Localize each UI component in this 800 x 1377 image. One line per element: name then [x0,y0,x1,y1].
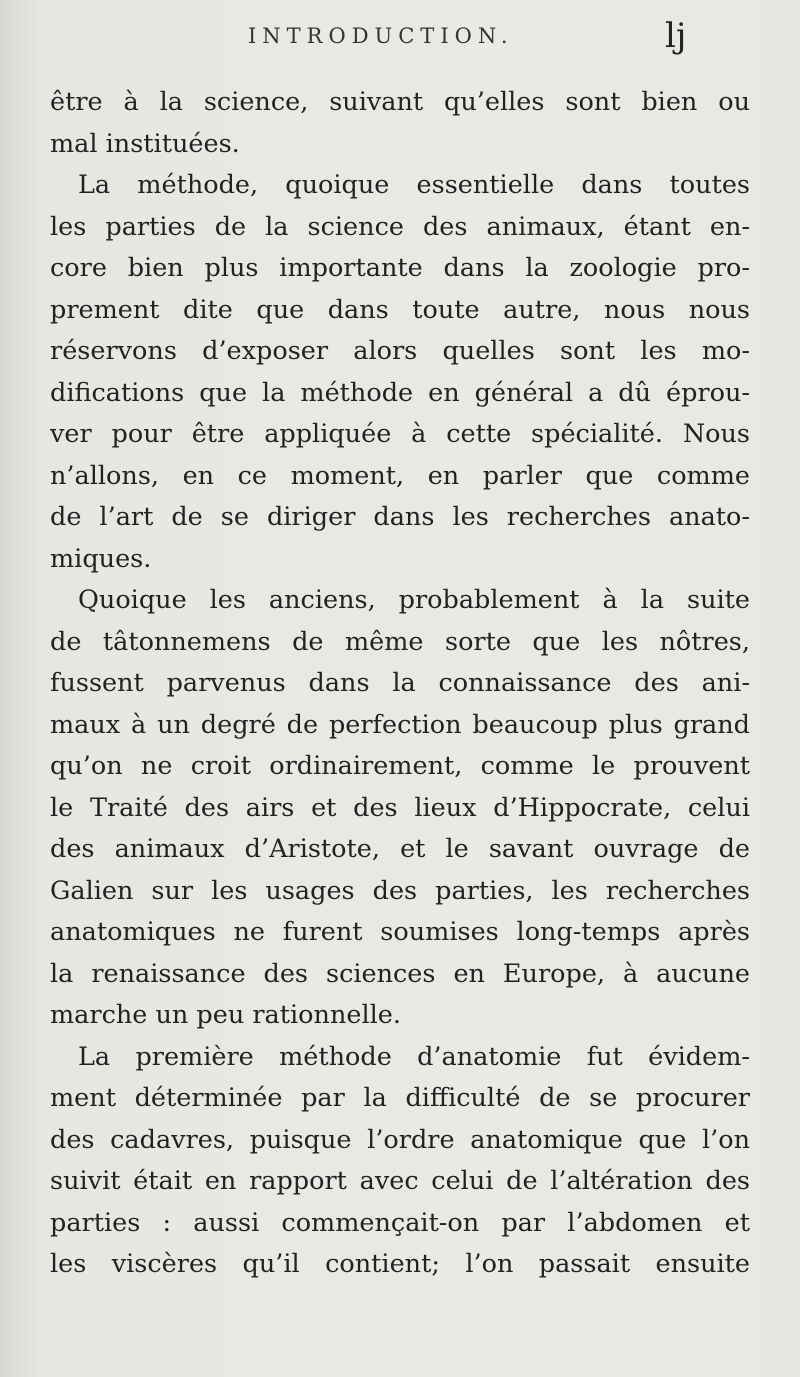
text-line: ment déterminée par la difficulté de se procurer [50,1083,750,1113]
text-line: parties : aussi commençait-on par l’abdomen et [50,1207,750,1238]
text-line: prement dite que dans toute autre, nous nous [50,294,750,325]
text-line: fussent parvenus dans la connaissance des ani- [50,668,750,698]
text-line: de l’art de se diriger dans les recherches anato- [50,502,750,532]
text-line: qu’on ne croit ordinairement, comme le prouvent [50,751,750,781]
text-line: des animaux d’Aristote, et le savant ouvrage de [50,834,750,864]
page-number: lj [665,16,687,56]
text-line: les parties de la science des animaux, étant en- [50,211,750,242]
text-line: La première méthode d’anatomie fut évidem- [78,1041,750,1072]
text-line: difications que la méthode en général a dû éprou- [50,377,750,408]
text-line: core bien plus importante dans la zoologie pro- [50,253,750,283]
text-line: réservons d’exposer alors quelles sont les mo- [50,336,750,366]
text-line: Quoique les anciens, probablement à la suite [78,585,750,615]
text-line: anatomiques ne furent soumises long-temps après [50,917,750,947]
text-line: La méthode, quoique essentielle dans toutes [78,170,750,200]
text-line: de tâtonnemens de même sorte que les nôtres, [50,626,750,657]
text-line: des cadavres, puisque l’ordre anatomique que l’on [50,1124,750,1155]
body-text [50,82,750,1286]
text-line: n’allons, en ce moment, en parler que comme [50,460,750,491]
text-line: Galien sur les usages des parties, les recherches [50,875,750,906]
text-line: suivit était en rapport avec celui de l’altération des [50,1166,750,1196]
page-header [0,16,800,66]
text-line: être à la science, suivant qu’elles sont bien ou [50,87,750,117]
text-line: ver pour être appliquée à cette spécialité. Nous [50,419,750,449]
running-title: INTRODUCTION. [248,24,514,48]
text-line: miques. [50,543,152,574]
text-line: marche un peu rationnelle. [50,1000,401,1030]
text-line: maux à un degré de perfection beaucoup plus grand [50,709,750,740]
text-line: la renaissance des sciences en Europe, à aucune [50,958,750,989]
text-line: le Traité des airs et des lieux d’Hippocrate, celui [50,792,750,823]
text-line: mal instituées. [50,128,240,159]
text-line: les viscères qu’il contient; l’on passait ensuite [50,1249,750,1279]
